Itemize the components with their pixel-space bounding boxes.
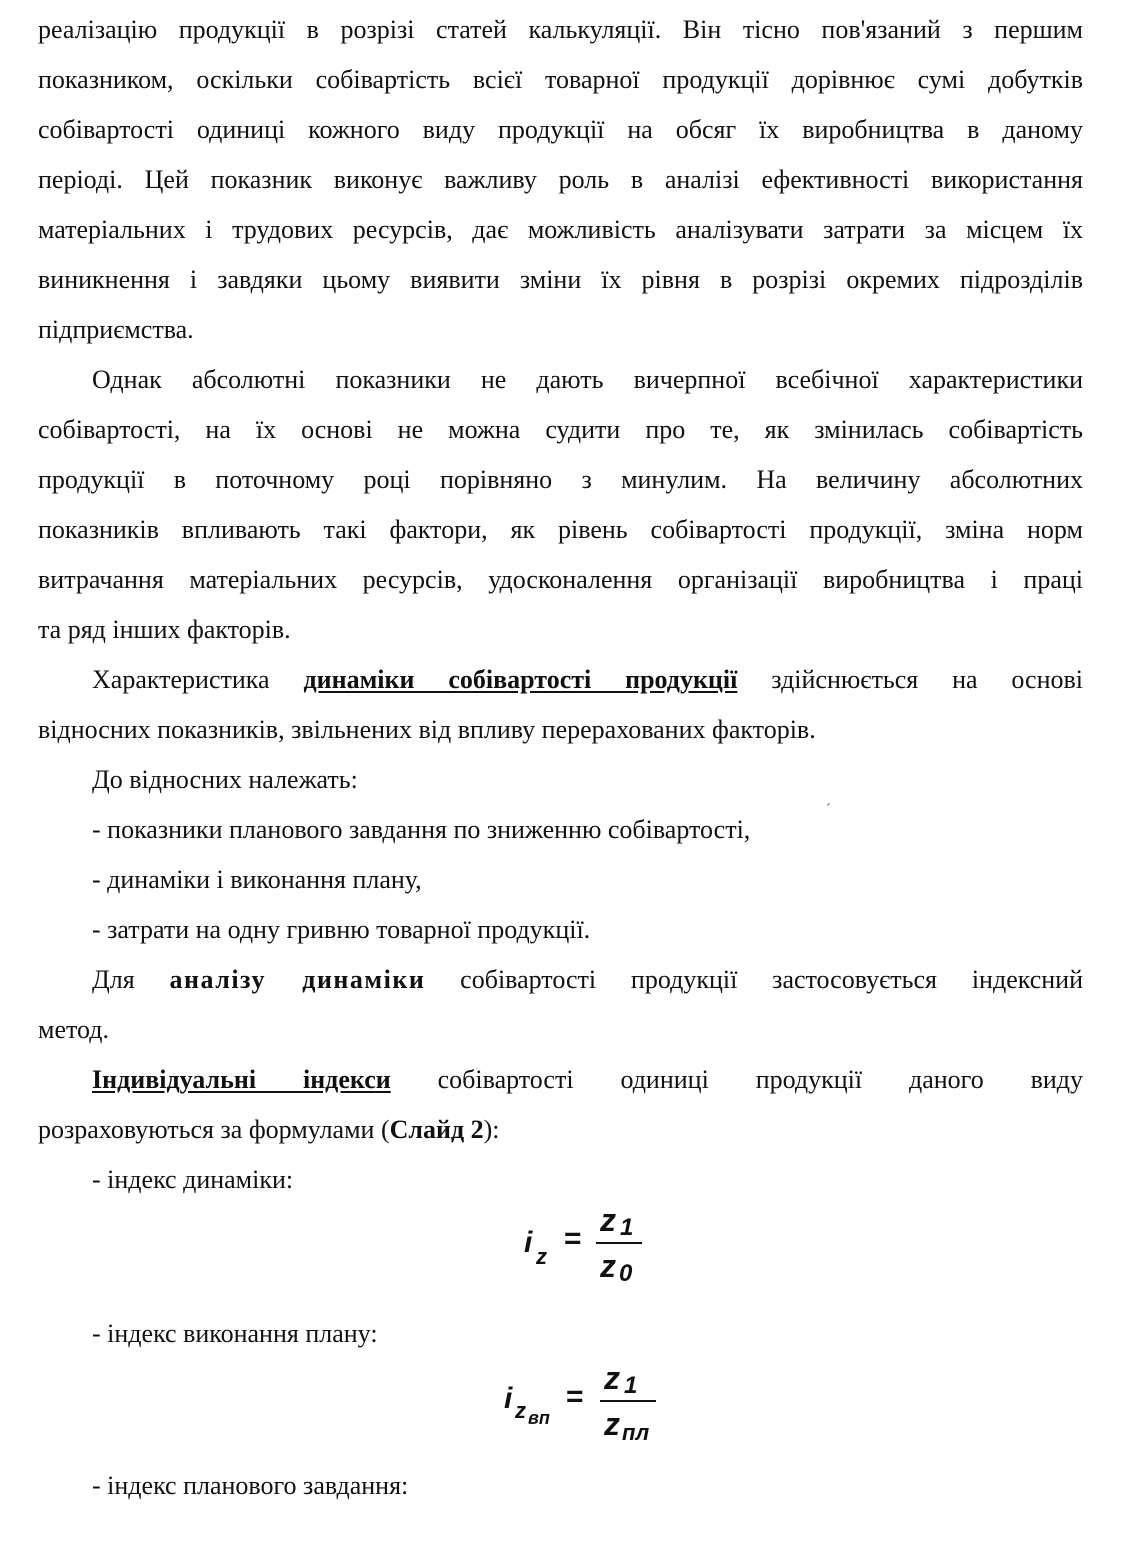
paragraph-2-line-3: продукції в поточному році порівняно з минулим. На величину абсолютних <box>38 465 1083 494</box>
index-dynamics-label: - індекс динаміки: <box>92 1165 294 1194</box>
index-plan-task-label: - індекс планового завдання: <box>92 1471 409 1500</box>
formula-plan-lhs: i <box>504 1382 513 1415</box>
paragraph-1-line-4: періоді. Цей показник виконує важливу роль в аналізі ефективності використання <box>38 165 1083 194</box>
paragraph-3-emphasis: динаміки собівартості продукції <box>303 665 738 694</box>
paragraph-1-last-line: підприємства. <box>38 315 194 344</box>
formula-index-dynamics <box>520 1204 660 1304</box>
paragraph-1-line-5: матеріальних і трудових ресурсів, дає можливість аналізувати затрати за місцем їх <box>38 215 1083 244</box>
formula-plan-lhs-sub: z <box>515 1398 526 1423</box>
formula-plan-equals: = <box>566 1380 584 1413</box>
index-plan-execution-label: - індекс виконання плану: <box>92 1319 378 1348</box>
paragraph-1-line-1: реалізацію продукції в розрізі статей калькуляції. Він тісно пов'язаний з першим <box>38 15 1083 44</box>
formula-dynamics-numerator: z <box>600 1202 616 1238</box>
relatives-list-item-1: - показники планового завдання по зниженню собівартості, <box>92 815 751 844</box>
formula-dynamics-denominator: z <box>600 1248 616 1284</box>
paragraph-5-line-2 <box>38 1114 1083 1146</box>
paragraph-5-line-2-suffix: ): <box>483 1115 500 1144</box>
paragraph-4-emphasis: аналізу динаміки <box>169 965 426 994</box>
paragraph-3-last-line: відносних показників, звільнених від впливу перерахованих факторів. <box>38 715 816 744</box>
paragraph-5-line-1 <box>92 1064 1083 1096</box>
paragraph-3-line-1 <box>92 664 1083 696</box>
paragraph-3-prefix: Характеристика <box>92 665 270 694</box>
formula-dynamics-numerator-sub: 1 <box>620 1214 634 1241</box>
slide-reference: Слайд 2 <box>389 1115 484 1144</box>
paragraph-2-line-4: показників впливають такі фактори, як рівень собівартості продукції, зміна норм <box>38 515 1083 544</box>
scan-mark: ˊ <box>826 802 831 817</box>
paragraph-1-line-6: виникнення і завдяки цьому виявити зміни їх рівня в розрізі окремих підрозділів <box>38 265 1083 294</box>
paragraph-2-line-2: собівартості, на їх основі не можна судити про те, як змінилась собівартість <box>38 415 1083 444</box>
paragraph-2-line-5: витрачання матеріальних ресурсів, удосконалення організації виробництва і праці <box>38 565 1083 594</box>
formula-plan-denominator-sub: пл <box>622 1420 650 1445</box>
paragraph-3-suffix: здійснюється на основі <box>771 665 1084 694</box>
formula-dynamics-denominator-sub: 0 <box>619 1260 633 1287</box>
paragraph-2-last-line: та ряд інших факторів. <box>38 615 291 644</box>
paragraph-4-prefix: Для <box>92 965 135 994</box>
paragraph-1-line-2: показником, оскільки собівартість всієї товарної продукції дорівнює сумі добутків <box>38 65 1083 94</box>
paragraph-2-line-1: Однак абсолютні показники не дають вичерпної всебічної характеристики <box>92 365 1083 394</box>
formula-plan-numerator-sub: 1 <box>624 1372 638 1399</box>
paragraph-5-emphasis: Індивідуальні індекси <box>92 1065 391 1094</box>
paragraph-1-line-3: собівартості одиниці кожного виду продукції на обсяг їх виробництва в даному <box>38 115 1083 144</box>
paragraph-4-last-line: метод. <box>38 1015 109 1044</box>
formula-dynamics-fraction-bar <box>596 1242 642 1244</box>
formula-plan-lhs-subsub: вп <box>528 1408 550 1428</box>
paragraph-5-line-2-prefix: розраховуються за формулами ( <box>38 1115 390 1144</box>
formula-dynamics-equals: = <box>564 1222 582 1255</box>
formula-dynamics-lhs-sub: z <box>536 1244 547 1269</box>
relatives-list-item-3: - затрати на одну гривню товарної продукції. <box>92 915 591 944</box>
formula-dynamics-lhs: i <box>524 1226 533 1259</box>
relatives-list-item-2: - динаміки і виконання плану, <box>92 865 422 894</box>
formula-index-plan-execution <box>500 1360 680 1460</box>
formula-plan-numerator: z <box>604 1360 620 1396</box>
relatives-intro: До відносних належать: <box>92 765 358 794</box>
paragraph-4-line-1 <box>92 964 1083 996</box>
paragraph-5-suffix: собівартості одиниці продукції даного виду <box>437 1065 1084 1094</box>
formula-plan-fraction-bar <box>600 1400 656 1402</box>
formula-plan-denominator: z <box>604 1406 620 1442</box>
paragraph-4-suffix: собівартості продукції застосовується індексний <box>460 965 1084 994</box>
